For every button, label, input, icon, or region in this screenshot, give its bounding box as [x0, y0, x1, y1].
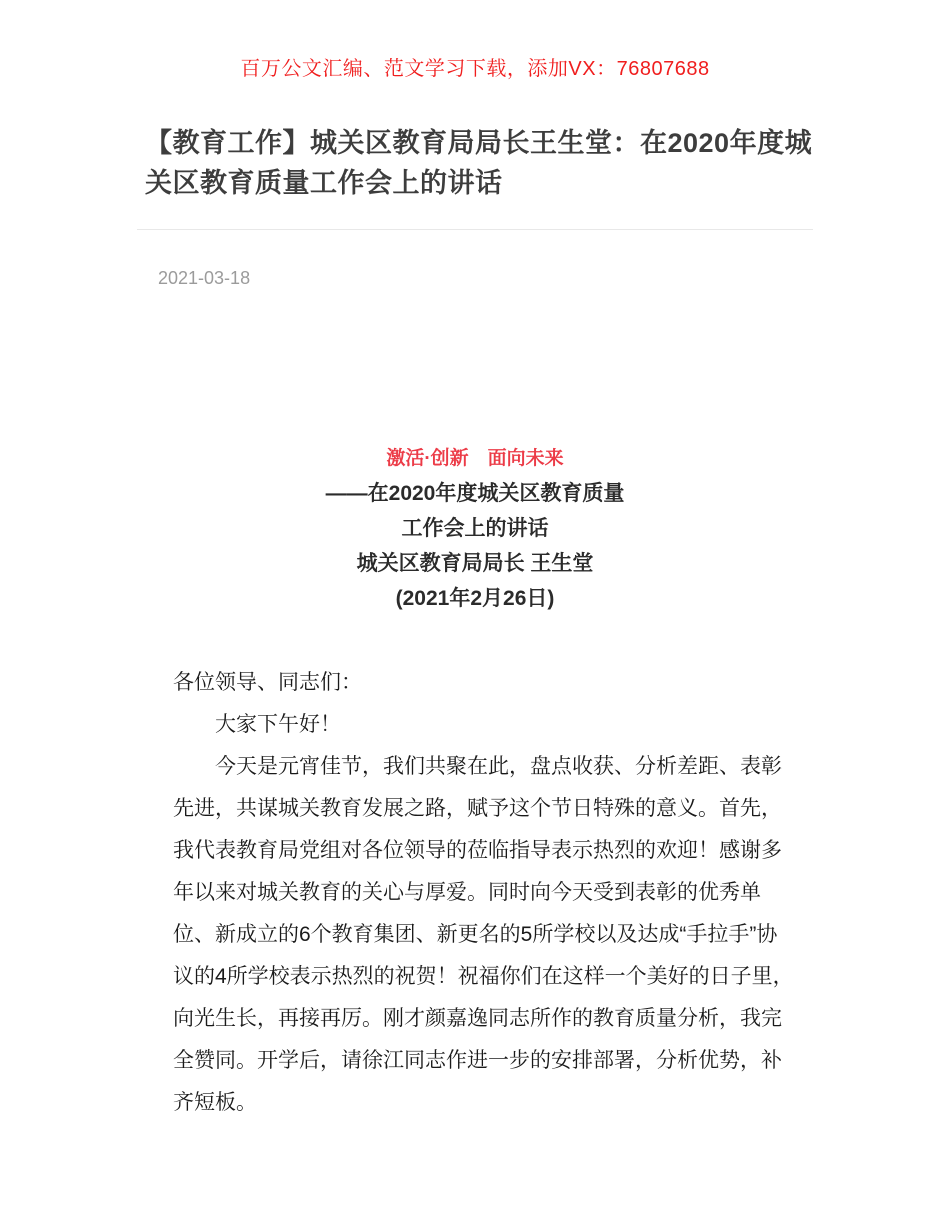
promo-banner: 百万公文汇编、范文学习下载，添加VX：76807688 [240, 58, 710, 80]
speech-slogan: 激活·创新 面向未来 [386, 448, 564, 469]
paragraph-salutation: 各位领导、同志们： [173, 671, 362, 694]
speech-date: (2021年2月26日) [395, 587, 555, 610]
speech-author: 城关区教育局局长 王生堂 [356, 552, 594, 575]
paragraph-greeting: 大家下午好！ [215, 713, 341, 736]
article-date: 2021-03-18 [158, 268, 251, 288]
speech-title-line-2: 工作会上的讲话 [401, 517, 549, 540]
speech-body [173, 662, 795, 1124]
paragraph-main: 今天是元宵佳节，我们共聚在此，盘点收获、分析差距、表彰先进，共谋城关教育发展之路，赋予这个节日特殊的意义。首先，我代表教育局党组对各位领导的莅临指导表示热烈的欢迎！感谢多年以来对城关教育的关心与厚爱。同时向今天受到表彰的优秀单位、新成立的6个教育集团、新更名的5所学校以及达成“手拉手”协议的4所学校表示热烈的祝贺！祝福你们在这样一个美好的日子里，向光生长，再接再厉。刚才颜嘉逸同志所作的教育质量分析，我完全赞同。开学后，请徐江同志作进一步的安排部署，分析优势，补齐短板。 [173, 755, 794, 1114]
speech-title-line-1: ——在2020年度城关区教育质量 [325, 482, 625, 505]
article-title: 【教育工作】城关区教育局局长王生堂：在2020年度城关区教育质量工作会上的讲话 [137, 123, 813, 230]
article [137, 123, 813, 1124]
speech-heading [137, 441, 813, 616]
